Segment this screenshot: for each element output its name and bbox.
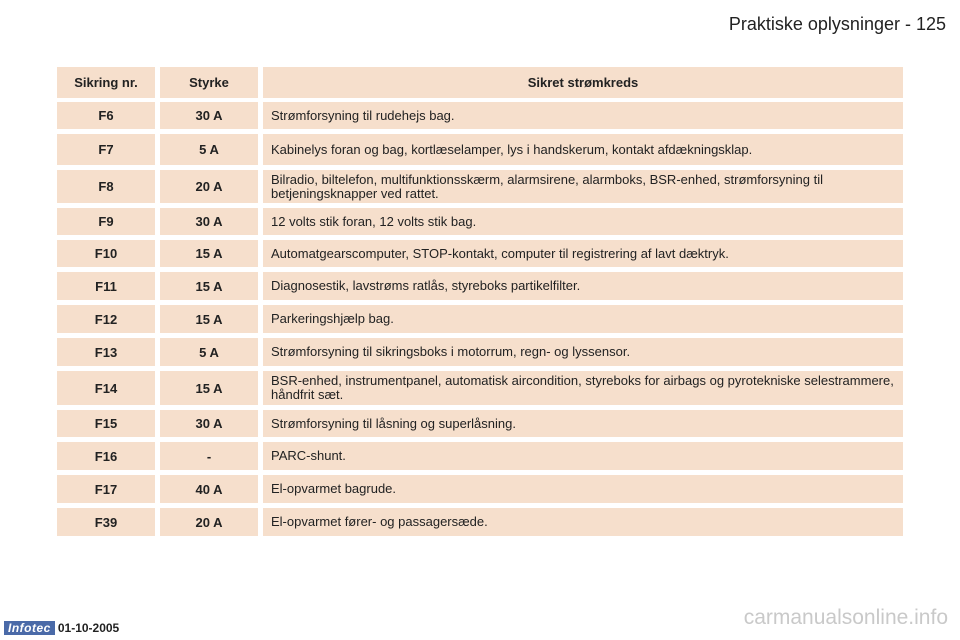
infotec-logo: Infotec — [4, 621, 55, 635]
table-row — [57, 240, 903, 272]
fuse-rating: 20 A — [160, 170, 263, 208]
table-row — [57, 475, 903, 508]
table-row — [57, 508, 903, 541]
table-header-row — [57, 67, 903, 102]
fuse-circuit: 12 volts stik foran, 12 volts stik bag. — [263, 208, 903, 240]
fuse-rating: 5 A — [160, 134, 263, 170]
fuse-circuit: Kabinelys foran og bag, kortlæselamper, lys i handskerum, kontakt afdækningsklap. — [263, 134, 903, 170]
fuse-rating: 30 A — [160, 410, 263, 442]
fuse-number: F11 — [57, 272, 160, 305]
table-row — [57, 338, 903, 371]
fuse-circuit: Parkeringshjælp bag. — [263, 305, 903, 338]
fuse-circuit: Diagnosestik, lavstrøms ratlås, styreboks partikelfilter. — [263, 272, 903, 305]
print-date: 01-10-2005 — [57, 621, 120, 635]
fuse-circuit: BSR-enhed, instrumentpanel, automatisk aircondition, styreboks for airbags og pyrotekniske selestrammere, håndfrit sæt. — [263, 371, 903, 410]
fuse-rating: 20 A — [160, 508, 263, 541]
fuse-rating: 15 A — [160, 272, 263, 305]
fuse-table — [57, 67, 903, 541]
column-header-rating: Styrke — [160, 67, 263, 102]
table-row — [57, 442, 903, 475]
table-row — [57, 170, 903, 208]
fuse-circuit: Strømforsyning til rudehejs bag. — [263, 102, 903, 134]
fuse-rating: 15 A — [160, 240, 263, 272]
table-row — [57, 208, 903, 240]
table-row — [57, 371, 903, 410]
fuse-rating: - — [160, 442, 263, 475]
fuse-rating: 15 A — [160, 305, 263, 338]
fuse-circuit: PARC-shunt. — [263, 442, 903, 475]
fuse-circuit: El-opvarmet fører- og passagersæde. — [263, 508, 903, 541]
fuse-rating: 30 A — [160, 208, 263, 240]
table-row — [57, 102, 903, 134]
fuse-circuit: Strømforsyning til sikringsboks i motorrum, regn- og lyssensor. — [263, 338, 903, 371]
fuse-number: F16 — [57, 442, 160, 475]
table-row — [57, 134, 903, 170]
watermark: carmanualsonline.info — [743, 606, 948, 629]
fuse-number: F39 — [57, 508, 160, 541]
table-row — [57, 272, 903, 305]
page-title: Praktiske oplysninger - 125 — [728, 14, 946, 34]
fuse-number: F8 — [57, 170, 160, 208]
fuse-number: F14 — [57, 371, 160, 410]
column-header-fuse-number: Sikring nr. — [57, 67, 160, 102]
fuse-circuit: El-opvarmet bagrude. — [263, 475, 903, 508]
fuse-number: F10 — [57, 240, 160, 272]
fuse-number: F7 — [57, 134, 160, 170]
fuse-circuit: Automatgearscomputer, STOP-kontakt, computer til registrering af lavt dæktryk. — [263, 240, 903, 272]
fuse-number: F12 — [57, 305, 160, 338]
fuse-circuit: Bilradio, biltelefon, multifunktionsskærm, alarmsirene, alarmboks, BSR-enhed, strømforsyning til betjeningsknapper ved rattet. — [263, 170, 903, 208]
fuse-rating: 15 A — [160, 371, 263, 410]
fuse-number: F13 — [57, 338, 160, 371]
table-row — [57, 305, 903, 338]
fuse-rating: 30 A — [160, 102, 263, 134]
footer — [4, 621, 119, 635]
fuse-number: F17 — [57, 475, 160, 508]
column-header-circuit: Sikret strømkreds — [263, 67, 903, 102]
fuse-number: F15 — [57, 410, 160, 442]
fuse-number: F6 — [57, 102, 160, 134]
fuse-rating: 40 A — [160, 475, 263, 508]
fuse-rating: 5 A — [160, 338, 263, 371]
fuse-circuit: Strømforsyning til låsning og superlåsning. — [263, 410, 903, 442]
table-row — [57, 410, 903, 442]
fuse-number: F9 — [57, 208, 160, 240]
